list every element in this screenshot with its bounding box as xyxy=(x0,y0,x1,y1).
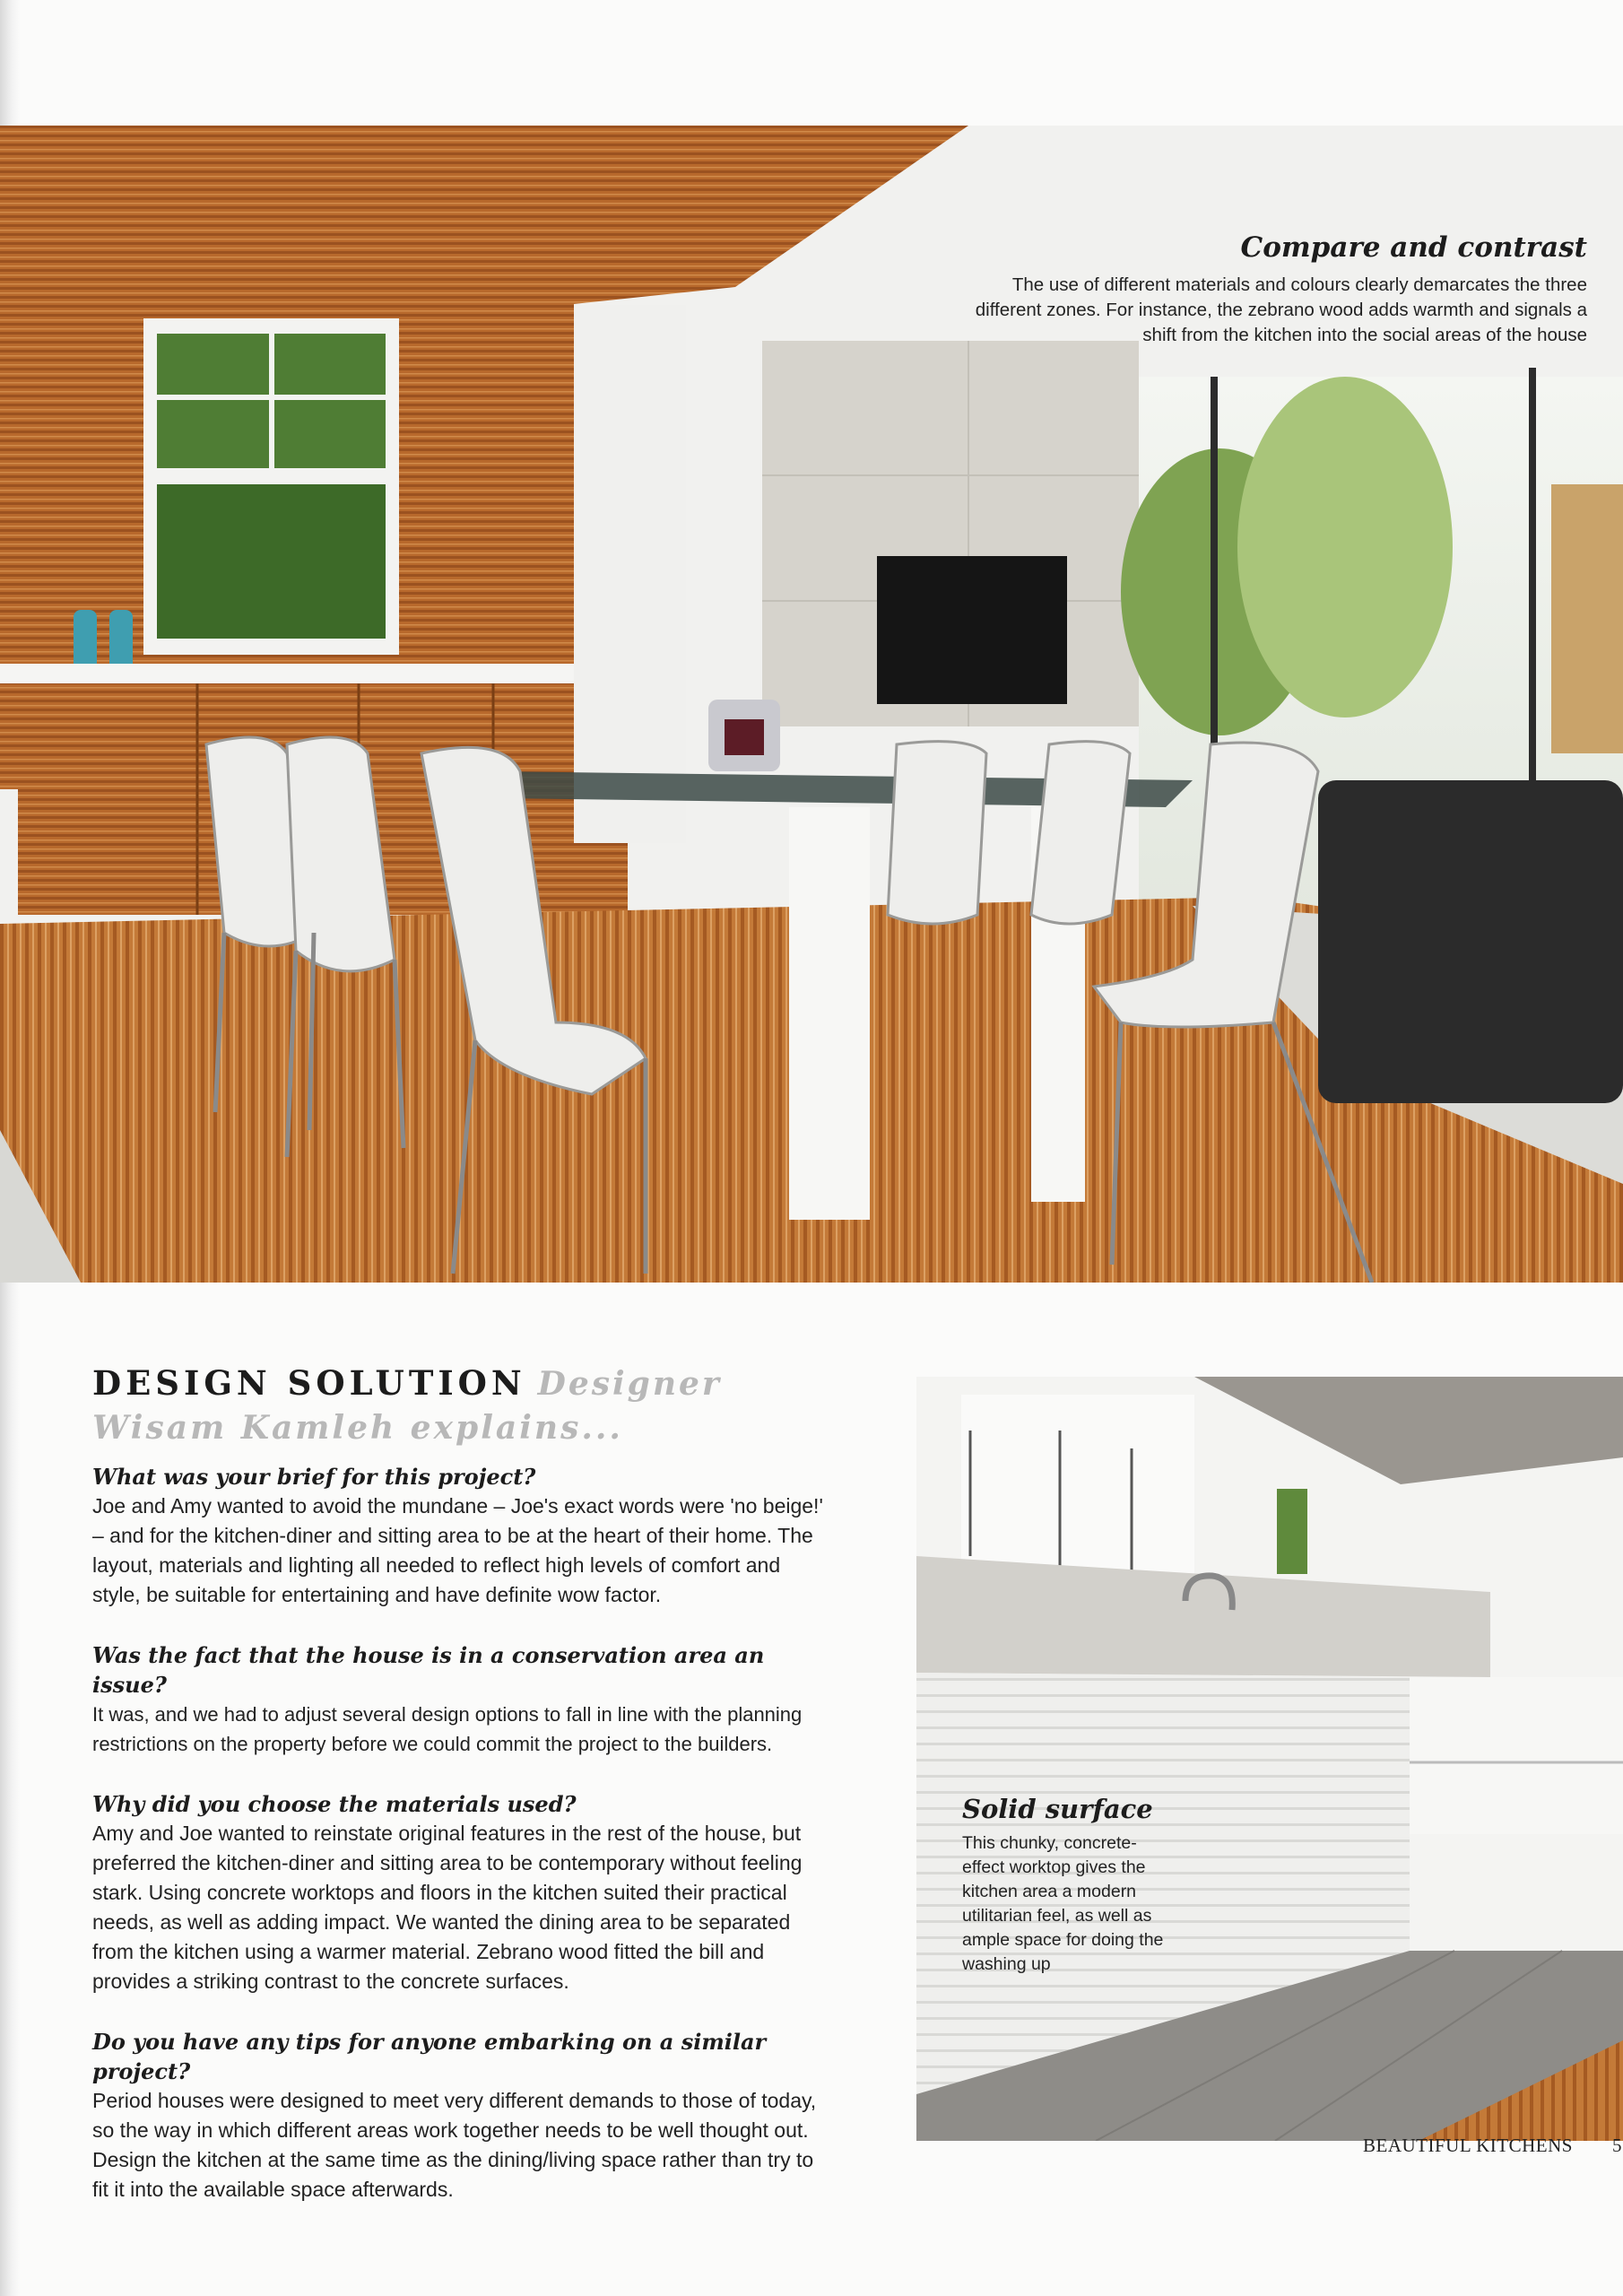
qa-block-4 xyxy=(92,2027,828,2205)
side-caption-title: Solid surface xyxy=(962,1794,1153,1824)
magazine-name: BEAUTIFUL KITCHENS xyxy=(1363,2135,1573,2156)
answer: Amy and Joe wanted to reinstate original features in the rest of the house, but preferred the kitchen-diner and sitting area to be contemporary without feeling stark. Using concrete worktops and floors in the kitchen suited their practical needs, as well as adding impact. We wanted the dining area to be separated from the kitchen using a warmer material. Zebrano wood fitted the bill and provides a striking contrast to the concrete surfaces. xyxy=(92,1822,803,1993)
qa-block-2 xyxy=(92,1640,828,1759)
page-number: 5 xyxy=(1612,2135,1622,2156)
side-caption xyxy=(962,1794,1168,1977)
kitchen-island-illustration xyxy=(916,1377,1623,2141)
side-caption-body: This chunky, concrete-effect worktop gives the kitchen area a modern utilitarian feel, as well as ample space for doing the washing up xyxy=(962,1833,1164,1974)
qa-block-3 xyxy=(92,1789,828,1996)
article-heading xyxy=(92,1361,828,1449)
question: Why did you choose the materials used? xyxy=(92,1791,577,1817)
answer: Joe and Amy wanted to avoid the mundane – Joe's exact words were 'no beige!' – and for the kitchen-diner and sitting area to be at the heart of their home. The layout, materials and lighting all needed to reflect high levels of comfort and style, be suitable for entertaining and have definite wow factor. xyxy=(92,1494,823,1606)
question: Do you have any tips for anyone embarking on a similar project? xyxy=(92,2029,767,2084)
question: Was the fact that the house is in a conservation area an issue? xyxy=(92,1642,765,1698)
kitchen-island-photo xyxy=(916,1377,1623,2141)
answer: It was, and we had to adjust several design options to fall in line with the planning restrictions on the property before we could commit the project to the builders. xyxy=(92,1703,803,1755)
hero-caption-body: The use of different materials and colours clearly demarcates the three different zones. For instance, the zebrano wood adds warmth and signals a shift from the kitchen into the social areas of the house xyxy=(975,274,1587,345)
question: What was your brief for this project? xyxy=(92,1464,536,1490)
hero-caption xyxy=(942,231,1587,348)
heading-sub: Designer Wisam Kamleh explains... xyxy=(92,1365,722,1447)
page-footer xyxy=(1363,2135,1623,2157)
qa-block-1 xyxy=(92,1462,828,1610)
hero-caption-title: Compare and contrast xyxy=(1240,231,1587,264)
answer: Period houses were designed to meet very different demands to those of today, so the way in which different areas work together needs to be well thought out. Design the kitchen at the same time as the dining/living space rather than try to fit it into the available space afterwards. xyxy=(92,2089,817,2201)
article-column xyxy=(92,1361,828,2205)
heading-main: DESIGN SOLUTION xyxy=(92,1363,526,1403)
